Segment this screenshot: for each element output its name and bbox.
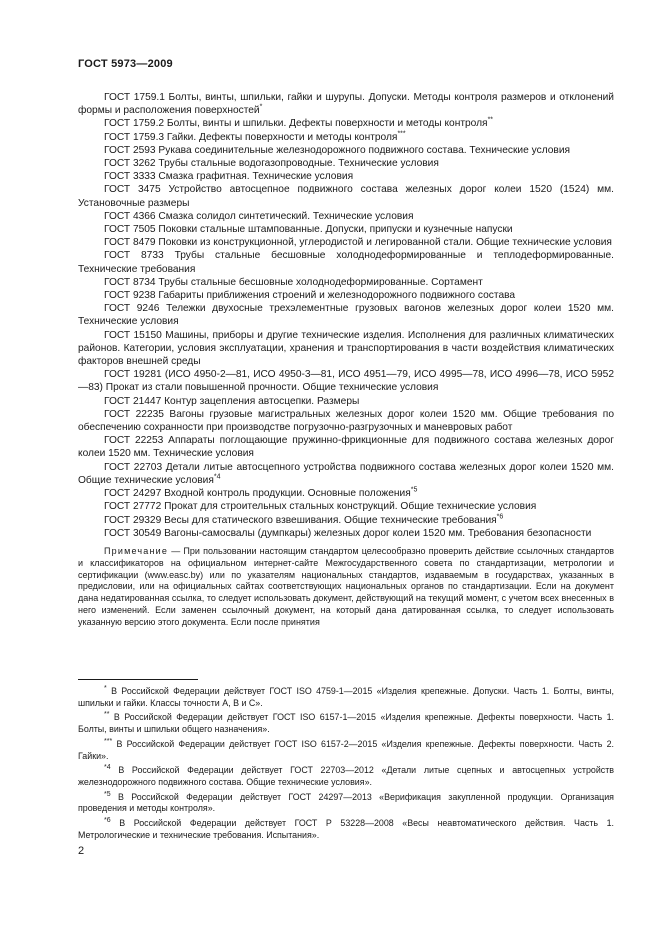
reference-item [78, 223, 614, 236]
footnote-text: В Российской Федерации действует ГОСТ Р 53228—2008 «Весы неавтоматического действия. Часть 1. Метрологические и технические требования. Испытания». [78, 818, 615, 840]
footnote-marker: *6 [104, 817, 111, 825]
reference-item [78, 302, 614, 328]
footnote-marker: * [104, 685, 107, 693]
reference-item [78, 249, 614, 275]
reference-item [78, 500, 614, 513]
reference-text: ГОСТ 22253 Аппараты поглощающие пружинно-фрикционные для подвижного состава железных дорог колеи 1520 мм. Технические условия [78, 435, 614, 460]
footnote-item [78, 792, 614, 815]
reference-text: ГОСТ 29329 Весы для статического взвешивания. Общие технические требования [104, 514, 497, 526]
reference-item [78, 514, 614, 527]
footnote-text: В Российской Федерации действует ГОСТ ISO 4759-1—2015 «Изделия крепежные. Допуски. Часть 1. Болты, винты, шпильки и гайки. Классы точности А, В и С». [78, 686, 614, 708]
reference-text: ГОСТ 3262 Трубы стальные водогазопроводные. Технические условия [104, 158, 439, 170]
reference-item [78, 395, 614, 408]
footnote-marker: *6 [496, 513, 504, 521]
footnotes [78, 686, 614, 844]
reference-item [78, 434, 614, 460]
reference-text: ГОСТ 30549 Вагоны-самосвалы (думпкары) железных дорог колеи 1520 мм. Требования безопасности [104, 527, 592, 539]
reference-item [78, 527, 614, 540]
reference-item [78, 329, 614, 369]
reference-text: ГОСТ 2593 Рукава соединительные железнодорожного подвижного состава. Технические условия [104, 144, 571, 156]
reference-item [78, 408, 614, 434]
reference-text: ГОСТ 3475 Устройство автосцепное подвижного состава железных дорог колеи 1520 (1524) мм. Установочные размеры [78, 184, 614, 209]
footnote-item [78, 712, 614, 735]
reference-item [78, 91, 614, 117]
reference-text: ГОСТ 19281 (ИСО 4950-2—81, ИСО 4950-3—81, ИСО 4951—79, ИСО 4995—78, ИСО 4996—78, ИСО 5952—83) Прокат из стали повышенной прочности. Общие технические условия [78, 369, 614, 394]
note-label: Примечание [104, 545, 169, 556]
reference-text: ГОСТ 27772 Прокат для строительных стальных конструкций. Общие технические условия [104, 501, 537, 513]
footnote-item [78, 686, 614, 709]
reference-item [78, 131, 614, 144]
reference-text: ГОСТ 9238 Габариты приближения строений и железнодорожного подвижного состава [104, 290, 516, 302]
note-paragraph [78, 546, 614, 629]
reference-item [78, 170, 614, 183]
reference-text: ГОСТ 1759.2 Болты, винты и шпильки. Дефекты поверхности и методы контроля [104, 118, 488, 130]
reference-item [78, 461, 614, 487]
reference-text: ГОСТ 3333 Смазка графитная. Технические условия [104, 171, 354, 183]
footnote-marker: * [259, 103, 263, 111]
reference-item [78, 144, 614, 157]
reference-text: ГОСТ 22703 Детали литые автосцепного устройства подвижного состава железных дорог колеи 1520 мм. Общие технические условия [78, 461, 614, 486]
reference-text: ГОСТ 8734 Трубы стальные бесшовные холоднодеформированные. Сортамент [104, 276, 483, 288]
document-header: ГОСТ 5973—2009 [78, 58, 173, 70]
footnote-marker: ** [104, 711, 110, 719]
reference-item [78, 236, 614, 249]
reference-item [78, 289, 614, 302]
reference-item [78, 487, 614, 500]
footnote-marker: *** [397, 130, 406, 138]
footnote-text: В Российской Федерации действует ГОСТ ISO 6157-1—2015 «Изделия крепежные. Дефекты поверхности. Часть 1. Болты, винты и шпильки общего назначения». [78, 712, 614, 735]
footnote-item [78, 739, 614, 762]
reference-text: ГОСТ 9246 Тележки двухосные трехэлементные грузовых вагонов железных дорог колеи 1520 мм. Технические условия [78, 303, 614, 328]
reference-text: ГОСТ 22235 Вагоны грузовые магистральных железных дорог колеи 1520 мм. Общие требования по обеспечению сохранности при производстве погрузочно-разгрузочных и маневровых работ [78, 408, 614, 434]
reference-text: ГОСТ 21447 Контур зацепления автосцепки. Размеры [104, 395, 360, 407]
footnote-marker: *** [104, 737, 113, 745]
reference-item [78, 276, 614, 289]
footnote-marker: *5 [104, 790, 111, 798]
reference-text: ГОСТ 15150 Машины, приборы и другие технические изделия. Исполнения для различных климатических районов. Категории, условия эксплуатации, хранения и транспортирования в части воздействия климатических факторов внешней среды [78, 329, 614, 368]
footnote-text: В Российской Федерации действует ГОСТ 22703—2012 «Детали литые сцепных и автосцепных устройств железнодорожного подвижного состава. Общие технические условия». [78, 765, 614, 787]
reference-text: ГОСТ 4366 Смазка солидол синтетический. Технические условия [104, 210, 414, 222]
reference-item [78, 157, 614, 170]
footnote-divider [78, 679, 198, 680]
footnote-text: В Российской Федерации действует ГОСТ ISO 6157-2—2015 «Изделия крепежные. Дефекты поверхности. Часть 2. Гайки». [78, 738, 614, 761]
footnote-marker: ** [487, 117, 494, 125]
reference-text: ГОСТ 8479 Поковки из конструкционной, углеродистой и легированной стали. Общие технические условия [104, 237, 612, 249]
footnote-marker: *4 [213, 473, 221, 481]
footnote-item [78, 765, 614, 788]
page-number: 2 [78, 845, 85, 857]
reference-text: ГОСТ 7505 Поковки стальные штампованные. Допуски, припуски и кузнечные напуски [104, 224, 513, 236]
reference-item [78, 117, 614, 130]
reference-text: ГОСТ 1759.3 Гайки. Дефекты поверхности и методы контроля [104, 131, 398, 143]
footnote-text: В Российской Федерации действует ГОСТ 24297—2013 «Верификация закупленной продукции. Организация проведения и методы контроля». [78, 791, 614, 814]
references-list [78, 91, 614, 637]
reference-item [78, 368, 614, 394]
reference-text: ГОСТ 1759.1 Болты, винты, шпильки, гайки и шурупы. Допуски. Методы контроля размеров и отклонений формы и расположения поверхностей [78, 92, 614, 117]
footnote-item [78, 818, 614, 841]
footnote-marker: *5 [410, 486, 418, 494]
reference-text: ГОСТ 24297 Входной контроль продукции. Основные положения [104, 488, 411, 500]
footnote-marker: *4 [104, 764, 111, 772]
reference-text: ГОСТ 8733 Трубы стальные бесшовные холоднодеформированные и теплодеформированные. Технические требования [78, 250, 614, 275]
reference-item [78, 183, 614, 209]
note-text: — При пользовании настоящим стандартом целесообразно проверить действие ссылочных стандартов и классификаторов на официальном интернет-сайте Межгосударственного совета по стандартизации, метрологии и сертификации (www.easc.by) или по указателям национальных стандартов, издаваемым в государствах, указанных в предисловии, или на официальных сайтах соответствующих национальных органов по стандартизации. Если на документ дана недатированная ссылка, то следует использовать документ, действующий на текущий момент, с учетом всех внесенных в него изменений. Если заменен ссылочный документ, на который дана датированная ссылка, то следует использовать указанную версию этого документа. Если после принятия [78, 545, 614, 627]
reference-item [78, 210, 614, 223]
